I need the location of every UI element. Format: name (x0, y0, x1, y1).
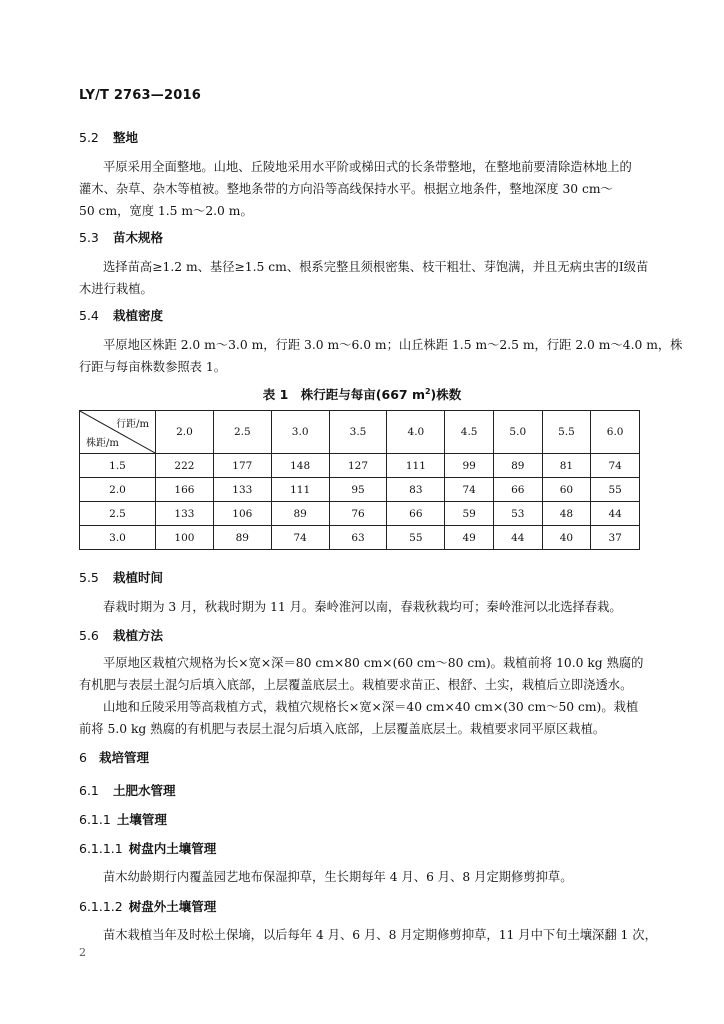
table-cell: 111 (387, 454, 445, 478)
table-cell: 127 (329, 454, 387, 478)
column-header: 4.5 (445, 411, 494, 454)
column-header: 5.0 (493, 411, 542, 454)
section-number: 5.5 (79, 570, 99, 585)
plant-spacing-header: 株距/m (86, 438, 119, 449)
table-cell: 55 (387, 526, 445, 550)
table-cell: 60 (542, 478, 591, 502)
section-number: 6.1.1.1 (79, 841, 123, 856)
table-row (80, 502, 640, 526)
section-heading-6-1 (79, 781, 176, 799)
table-cell: 166 (156, 478, 214, 502)
table-cell: 55 (591, 478, 640, 502)
table-cell: 74 (445, 478, 494, 502)
paragraph-line: 苗木幼龄期行内覆盖园艺地布保湿抑草，生长期每年 4 月、6 月、8 月定期修剪抑草。 (103, 870, 573, 884)
section-title: 栽植方法 (113, 628, 164, 643)
section-number: 5.6 (79, 628, 99, 643)
paragraph-line: 行距与每亩株数参照表 1。 (79, 360, 226, 374)
row-label: 2.5 (80, 502, 156, 526)
table-cell: 53 (493, 502, 542, 526)
column-header: 6.0 (591, 411, 640, 454)
paragraph-5-6 (79, 652, 644, 740)
section-title: 整地 (113, 130, 139, 145)
column-header: 3.0 (271, 411, 329, 454)
paragraph-5-3 (79, 256, 649, 300)
section-heading-5-3 (79, 228, 163, 246)
section-title: 栽培管理 (99, 750, 150, 765)
section-number: 5.2 (79, 130, 99, 145)
paragraph-line: 前将 5.0 kg 熟腐的有机肥与表层土混匀后填入底部，上层覆盖底层土。栽植要求同平原区栽植。 (79, 722, 606, 736)
column-header: 4.0 (387, 411, 445, 454)
caption-superscript: 2 (424, 386, 431, 396)
table-corner-cell (80, 411, 156, 454)
spacing-density-table (79, 410, 640, 550)
table-cell: 95 (329, 478, 387, 502)
section-number: 6.1 (79, 783, 99, 798)
table-header-row (80, 411, 640, 454)
table-cell: 40 (542, 526, 591, 550)
table-caption (0, 385, 724, 403)
section-title: 树盘内土壤管理 (128, 841, 217, 856)
table-cell: 74 (591, 454, 640, 478)
section-title: 树盘外土壤管理 (128, 899, 217, 914)
section-heading-6 (79, 748, 149, 766)
table-cell: 66 (387, 502, 445, 526)
table-cell: 83 (387, 478, 445, 502)
paragraph-5-2 (79, 156, 639, 222)
standard-number: LY/T 2763—2016 (79, 88, 201, 103)
table-cell: 133 (213, 478, 271, 502)
table-cell: 74 (271, 526, 329, 550)
table-cell: 99 (445, 454, 494, 478)
column-header: 2.5 (213, 411, 271, 454)
section-heading-6-1-1 (79, 810, 167, 828)
table-cell: 44 (591, 502, 640, 526)
table-cell: 89 (213, 526, 271, 550)
table-cell: 76 (329, 502, 387, 526)
table-cell: 63 (329, 526, 387, 550)
paragraph-6-1-1-2 (79, 924, 657, 946)
paragraph-5-5 (79, 596, 639, 618)
section-heading-5-2 (79, 128, 138, 146)
section-heading-5-6 (79, 626, 163, 644)
table-cell: 111 (271, 478, 329, 502)
table-cell: 148 (271, 454, 329, 478)
row-label: 3.0 (80, 526, 156, 550)
table-cell: 89 (271, 502, 329, 526)
paragraph-line: 平原地区株距 2.0 m～3.0 m，行距 3.0 m～6.0 m；山丘株距 1.5 m～2.5 m，行距 2.0 m～4.0 m，株 (103, 338, 683, 352)
section-number: 5.4 (79, 308, 99, 323)
section-heading-6-1-1-2 (79, 897, 216, 915)
table-cell: 44 (493, 526, 542, 550)
section-number: 5.3 (79, 230, 99, 245)
section-number: 6.1.1.2 (79, 899, 123, 914)
table-cell: 81 (542, 454, 591, 478)
section-title: 土壤管理 (116, 812, 167, 827)
row-label: 1.5 (80, 454, 156, 478)
table-row (80, 478, 640, 502)
column-header: 5.5 (542, 411, 591, 454)
table-cell: 89 (493, 454, 542, 478)
table-cell: 48 (542, 502, 591, 526)
table-cell: 100 (156, 526, 214, 550)
table-cell: 177 (213, 454, 271, 478)
paragraph-line: 平原地区栽植穴规格为长×宽×深＝80 cm×80 cm×(60 cm～80 cm)。栽植前将 10.0 kg 熟腐的 (103, 656, 644, 670)
table-row (80, 454, 640, 478)
section-title: 栽植时间 (113, 570, 164, 585)
table-cell: 133 (156, 502, 214, 526)
table-cell: 59 (445, 502, 494, 526)
section-number: 6 (79, 750, 87, 765)
table-cell: 106 (213, 502, 271, 526)
caption-text-end: )株数 (430, 387, 462, 402)
column-header: 2.0 (156, 411, 214, 454)
paragraph-line: 山地和丘陵采用等高栽植方式，栽植穴规格长×宽×深＝40 cm×40 cm×(30 cm～50 cm)。栽植 (103, 700, 639, 714)
paragraph-5-4 (79, 334, 683, 378)
paragraph-line: 春栽时期为 3 月，秋栽时期为 11 月。秦岭淮河以南，春栽秋栽均可；秦岭淮河以北选择春栽。 (103, 600, 622, 614)
column-header: 3.5 (329, 411, 387, 454)
row-label: 2.0 (80, 478, 156, 502)
row-spacing-header: 行距/m (116, 419, 149, 430)
table-cell: 222 (156, 454, 214, 478)
caption-text: 表 1 株行距与每亩(667 m (262, 387, 425, 402)
table-cell: 37 (591, 526, 640, 550)
section-title: 土肥水管理 (113, 783, 176, 798)
section-heading-6-1-1-1 (79, 839, 216, 857)
table-cell: 49 (445, 526, 494, 550)
paragraph-line: 平原采用全面整地。山地、丘陵地采用水平阶或梯田式的长条带整地，在整地前要清除造林地上的 (103, 160, 632, 174)
paragraph-line: 苗木栽植当年及时松土保墒，以后每年 4 月、6 月、8 月定期修剪抑草，11 月中下旬土壤深翻 1 次， (103, 928, 657, 942)
section-title: 苗木规格 (113, 230, 164, 245)
section-number: 6.1.1 (79, 812, 111, 827)
section-heading-5-4 (79, 306, 163, 324)
paragraph-line: 选择苗高≥1.2 m、基径≥1.5 cm、根系完整且须根密集、枝干粗壮、芽饱满，并且无病虫害的Ⅰ级苗 (103, 260, 649, 274)
paragraph-line: 灌木、杂草、杂木等植被。整地条带的方向沿等高线保持水平。根据立地条件，整地深度 30 cm～ (79, 182, 613, 196)
section-heading-5-5 (79, 568, 163, 586)
table-row (80, 526, 640, 550)
table-cell: 66 (493, 478, 542, 502)
paragraph-line: 50 cm，宽度 1.5 m～2.0 m。 (79, 204, 253, 218)
paragraph-line: 木进行栽植。 (79, 282, 153, 296)
paragraph-6-1-1-1 (79, 866, 639, 888)
page-number: 2 (79, 946, 86, 959)
section-title: 栽植密度 (113, 308, 164, 323)
paragraph-line: 有机肥与表层土混匀后填入底部，上层覆盖底层土。栽植要求苗正、根舒、土实，栽植后立即浇透水。 (79, 678, 633, 692)
